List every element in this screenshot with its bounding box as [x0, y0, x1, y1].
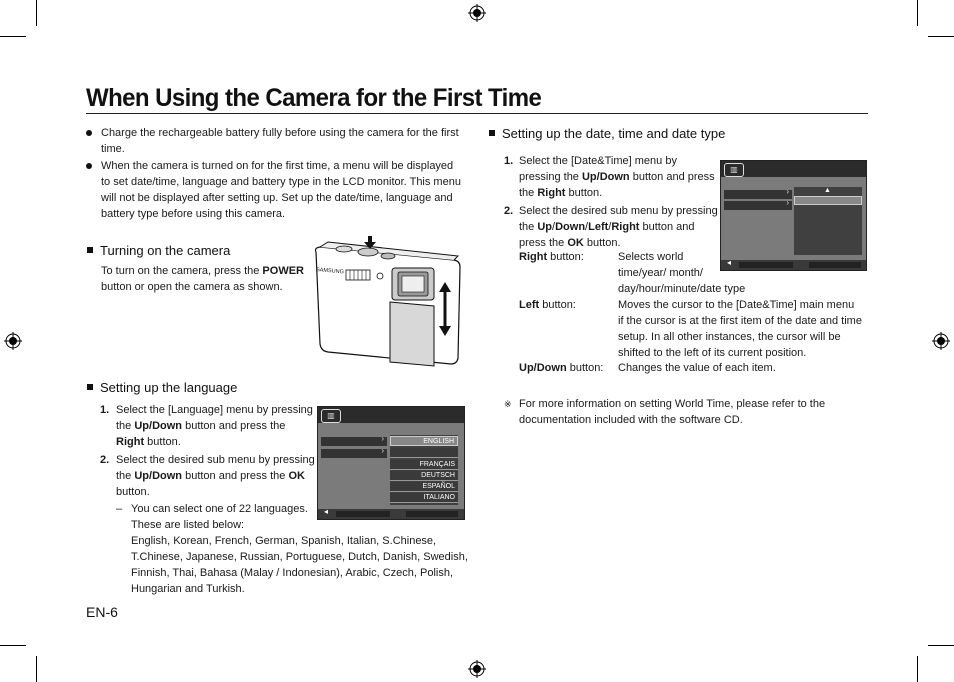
- text-run: To turn on the camera, press the: [101, 265, 263, 277]
- lcd-bottom-bar: [721, 260, 866, 270]
- crop-mark: [36, 0, 37, 26]
- heading-text: Setting up the date, time and date type: [502, 126, 726, 141]
- crop-mark: [917, 656, 918, 682]
- step-text: [519, 203, 719, 251]
- registration-mark-icon: [932, 332, 950, 350]
- button-desc-left: [618, 297, 868, 361]
- desc-line: Selects world: [618, 251, 684, 263]
- text-run: Select the desired sub menu by pressing the: [116, 454, 315, 482]
- crop-mark: [0, 36, 26, 37]
- lcd-top-bar: [318, 407, 464, 423]
- world-time-note: [504, 396, 864, 428]
- lcd-language-item-blank: [390, 448, 458, 458]
- desc-line: setup. In all other instances, the cursor will be: [618, 331, 841, 343]
- note-line: These are listed below:: [131, 519, 245, 531]
- square-bullet-icon: [87, 384, 93, 390]
- chevron-right-icon: ›: [381, 434, 384, 443]
- note-text: For more information on setting World Time, please refer to the documentation included with the software CD.: [519, 398, 826, 426]
- text-run: button.: [565, 187, 603, 199]
- lcd-selected-row: [794, 196, 862, 205]
- text-run: /: [585, 221, 589, 233]
- crop-mark: [928, 36, 954, 37]
- square-bullet-icon: [87, 247, 93, 253]
- crop-mark: [0, 645, 26, 646]
- desc-line: time/year/ month/: [618, 267, 703, 279]
- lcd-menu-row: [321, 446, 387, 458]
- text-run: Select the [Date&Time] menu by pressing the: [519, 155, 677, 183]
- text-run: button.: [144, 436, 181, 448]
- step-number: 2.: [504, 205, 514, 217]
- text-run: button:: [547, 251, 584, 263]
- lcd-language-item: DEUTSCH: [390, 471, 458, 481]
- text-bold: Up/Down: [519, 362, 567, 374]
- bullet-text: Charge the rechargeable battery fully before using the camera for the first time.: [101, 127, 459, 155]
- lcd-language-item: FRANÇAIS: [390, 460, 458, 470]
- setup-menu-icon: ▥: [321, 409, 341, 423]
- up-arrow-icon: ▲: [824, 187, 831, 194]
- heading-text: Setting up the language: [100, 380, 238, 395]
- turning-on-text: [101, 263, 311, 295]
- text-run: button and press the: [519, 221, 695, 249]
- registration-mark-icon: [4, 332, 22, 350]
- text-bold: Up/Down: [581, 171, 630, 183]
- text-bold: Right: [519, 251, 548, 263]
- lcd-menu-row: [724, 187, 792, 199]
- text-run: /: [608, 221, 612, 233]
- page-title: When Using the Camera for the First Time: [86, 84, 542, 112]
- step-number: 2.: [100, 454, 110, 466]
- text-bold: Down: [555, 221, 586, 233]
- intro-bullet: [86, 158, 466, 224]
- setup-menu-icon: ▥: [724, 163, 744, 177]
- desc-line: Changes the value of each item.: [618, 362, 776, 374]
- text-bold: Left: [519, 299, 540, 311]
- section-heading-language: [87, 380, 237, 396]
- text-run: button.: [583, 237, 621, 249]
- datetime-lcd-screen: [720, 160, 867, 271]
- text-bold: Right: [537, 187, 566, 199]
- desc-line: shifted to the left of its current position.: [618, 347, 807, 359]
- lcd-top-bar: [721, 161, 866, 177]
- intro-bullet: [86, 125, 466, 159]
- lcd-menu-row: [724, 198, 792, 210]
- text-bold: Up: [537, 221, 553, 233]
- button-key-left: [519, 297, 576, 313]
- lcd-bottom-segment: [336, 511, 390, 517]
- text-run: button.: [116, 486, 150, 498]
- text-run: /: [552, 221, 556, 233]
- text-bold: Right: [611, 221, 640, 233]
- text-run: button:: [566, 362, 604, 374]
- bullet-dot-icon: [86, 130, 92, 136]
- camera-brand-text: SAMSUNG: [315, 267, 345, 276]
- chevron-right-icon: ›: [786, 187, 789, 196]
- crop-mark: [36, 656, 37, 682]
- text-run: button or open the camera as shown.: [101, 281, 283, 293]
- language-list: English, Korean, French, German, Spanish, Italian, S.Chinese, T.Chinese, Japanese, Russian, Portuguese, Dutch, Danish, Swedish, Finnish, Thai, Bahasa (Malay / Indonesian), Arabic, Czech, Polish, Hungarian and Turkish.: [131, 535, 468, 595]
- text-bold: Left: [588, 221, 609, 233]
- registration-mark-icon: [468, 4, 486, 22]
- bullet-text: When the camera is turned on for the first time, a menu will be displayed to set date/time, language and battery type in the LCD monitor. This menu will not be displayed after setting up. Set up the date/time, language and battery type before using this camera.: [101, 160, 461, 220]
- step-text: [116, 452, 316, 500]
- camera-illustration: [306, 234, 464, 368]
- button-key-right: [519, 249, 584, 265]
- left-arrow-icon: ◂: [324, 507, 329, 516]
- language-lcd-screen: [317, 406, 465, 520]
- step-number: 1.: [504, 155, 514, 167]
- heading-text: Turning on the camera: [100, 243, 231, 258]
- text-run: button and press the: [182, 470, 289, 482]
- text-bold: Up/Down: [134, 420, 183, 432]
- power-label: POWER: [262, 265, 304, 277]
- step-text: [116, 402, 316, 450]
- lcd-bottom-segment: [406, 511, 458, 517]
- text-bold: OK: [567, 237, 584, 249]
- lcd-sub-panel: [390, 435, 458, 505]
- lcd-sub-panel: [794, 187, 862, 255]
- text-run: button:: [539, 299, 576, 311]
- section-heading-turning-on: [87, 243, 230, 259]
- text-run: Select the [Language] menu by pressing the: [116, 404, 313, 432]
- section-heading-datetime: [489, 126, 725, 142]
- chevron-right-icon: ›: [786, 198, 789, 207]
- lcd-bottom-segment: [809, 262, 861, 268]
- step-text: [519, 153, 719, 201]
- lcd-language-item: ENGLISH: [390, 436, 458, 446]
- crop-mark: [928, 645, 954, 646]
- left-arrow-icon: ◂: [727, 258, 732, 267]
- crop-mark: [917, 0, 918, 26]
- text-run: button and press the: [519, 171, 715, 199]
- bullet-dot-icon: [86, 163, 92, 169]
- text-run: button and press the: [182, 420, 286, 432]
- lcd-bottom-segment: [739, 262, 793, 268]
- lcd-language-item: ESPAÑOL: [390, 482, 458, 492]
- text-bold: Up/Down: [134, 470, 183, 482]
- desc-line: if the cursor is at the first item of the date and time: [618, 315, 862, 327]
- text-bold: Right: [116, 436, 145, 448]
- text-run: Select the desired sub menu by pressing the: [519, 205, 718, 233]
- lcd-menu-row: [321, 434, 387, 446]
- lcd-language-item: ITALIANO: [390, 493, 458, 503]
- page-number: EN-6: [86, 604, 118, 620]
- note-line: You can select one of 22 languages.: [131, 503, 308, 515]
- chevron-right-icon: ›: [381, 446, 384, 455]
- note-mark: ※: [504, 399, 512, 409]
- text-bold: OK: [288, 470, 305, 482]
- button-desc-updown: [618, 360, 868, 376]
- title-rule: [86, 113, 868, 114]
- lcd-bottom-bar: [318, 509, 464, 519]
- registration-mark-icon: [468, 660, 486, 678]
- button-key-updown: [519, 360, 603, 376]
- desc-line: day/hour/minute/date type: [618, 283, 746, 295]
- square-bullet-icon: [489, 130, 495, 136]
- step-number: 1.: [100, 404, 110, 416]
- desc-line: Moves the cursor to the [Date&Time] main menu: [618, 299, 855, 311]
- dash-marker: –: [116, 503, 123, 515]
